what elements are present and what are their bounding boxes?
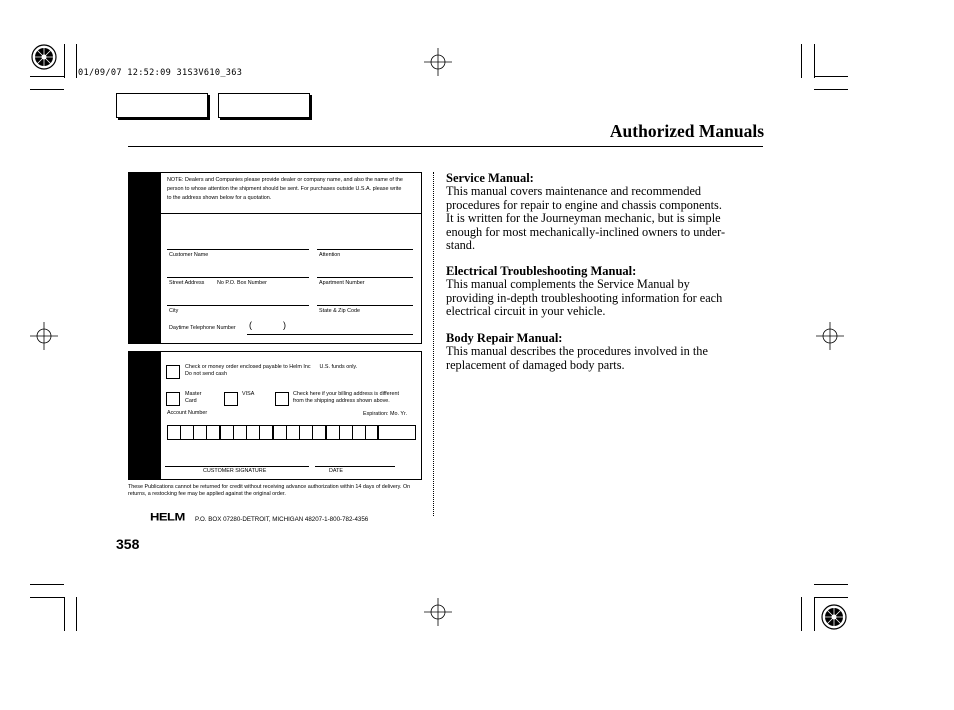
note-divider xyxy=(161,213,421,214)
title-rule xyxy=(128,146,763,147)
city-field[interactable] xyxy=(167,305,309,306)
daytime-phone-field[interactable] xyxy=(247,334,413,335)
registration-mark-top-icon xyxy=(424,48,452,76)
tab-box-1 xyxy=(116,93,208,118)
service-manual-body: This manual covers maintenance and recommended procedures for repair to engine and chassis components. It is written for the Journeyman mechanic, but is simple enough for most mechanically-inclined owners to under- stand. xyxy=(446,184,726,252)
check-option-line1: Check or money order enclosed payable to Helm Inc U.S. funds only. xyxy=(185,364,358,370)
street-address-field[interactable] xyxy=(167,277,309,278)
body-repair-heading: Body Repair Manual: xyxy=(446,331,563,345)
helm-logo: HELM xyxy=(150,510,185,523)
print-header: 01/09/07 12:52:09 31S3V610_363 xyxy=(78,68,243,78)
customer-name-label: Customer Name xyxy=(169,252,209,258)
city-label: City xyxy=(169,308,179,314)
page-title: Authorized Manuals xyxy=(609,121,764,141)
service-manual-heading: Service Manual: xyxy=(446,171,534,185)
starburst-mark-bottom-icon xyxy=(819,602,849,632)
attention-label: Attention xyxy=(319,252,341,258)
tab-box-2 xyxy=(218,93,310,118)
billing-different-line2: from the shipping address shown above. xyxy=(293,398,390,404)
form-footnote: These Publications cannot be returned for credit without receiving advance authorization within 14 days of delivery. On returns, a restocking fee may be applied against the original order. xyxy=(128,484,411,497)
column-divider xyxy=(433,172,434,516)
apartment-number-label: Apartment Number xyxy=(319,280,365,286)
visa-label: VISA xyxy=(242,391,255,397)
state-zip-field[interactable] xyxy=(317,305,413,306)
date-field[interactable] xyxy=(315,466,395,467)
street-address-label: Street Address xyxy=(169,280,205,286)
attention-field[interactable] xyxy=(317,249,413,250)
apartment-number-field[interactable] xyxy=(317,277,413,278)
registration-mark-bottom-icon xyxy=(424,598,452,626)
mastercard-label-line2: Card xyxy=(185,398,197,404)
no-po-box-label: No P.O. Box Number xyxy=(217,280,267,286)
helm-address: P.O. BOX 07280-DETROIT, MICHIGAN 48207-1-800-782-4356 xyxy=(195,516,369,523)
check-money-order-checkbox[interactable] xyxy=(166,365,180,379)
order-form-payment xyxy=(128,351,422,480)
form-note: NOTE: Dealers and Companies please provide dealer or company name, and also the name of the person to whose attention the shipment should be sent. For purchases outside U.S.A. please write to the address shown below for a quotation. xyxy=(167,177,403,201)
customer-signature-field[interactable] xyxy=(165,466,309,467)
expiration-input[interactable] xyxy=(377,425,416,440)
billing-different-checkbox[interactable] xyxy=(275,392,289,406)
mastercard-label-line1: Master xyxy=(185,391,202,397)
registration-mark-right-icon xyxy=(816,322,844,350)
date-label: DATE xyxy=(329,468,343,474)
phone-paren-open: ( xyxy=(249,320,252,330)
phone-paren-close: ) xyxy=(283,320,286,330)
starburst-mark-top-icon xyxy=(29,42,59,72)
electrical-troubleshooting-heading: Electrical Troubleshooting Manual: xyxy=(446,264,637,278)
expiration-label: Expiration: Mo. Yr. xyxy=(363,411,407,417)
account-number-label: Account Number xyxy=(167,410,208,416)
state-zip-label: State & Zip Code xyxy=(319,308,361,314)
customer-signature-label: CUSTOMER SIGNATURE xyxy=(203,468,267,474)
order-form-shipping xyxy=(128,172,422,344)
form-side-strip xyxy=(129,352,161,479)
page-number: 358 xyxy=(116,536,140,552)
form-side-strip xyxy=(129,173,161,343)
daytime-phone-label: Daytime Telephone Number xyxy=(169,325,236,331)
body-repair-body: This manual describes the procedures involved in the replacement of damaged body parts. xyxy=(446,344,708,372)
check-option-line2: Do not send cash xyxy=(185,371,227,377)
customer-name-field[interactable] xyxy=(167,249,309,250)
electrical-troubleshooting-body: This manual complements the Service Manual by providing in-depth troubleshooting information for each electrical circuit in your vehicle. xyxy=(446,277,723,318)
registration-mark-left-icon xyxy=(30,322,58,350)
visa-checkbox[interactable] xyxy=(224,392,238,406)
mastercard-checkbox[interactable] xyxy=(166,392,180,406)
billing-different-line1: Check here if your billing address is different xyxy=(293,391,399,397)
